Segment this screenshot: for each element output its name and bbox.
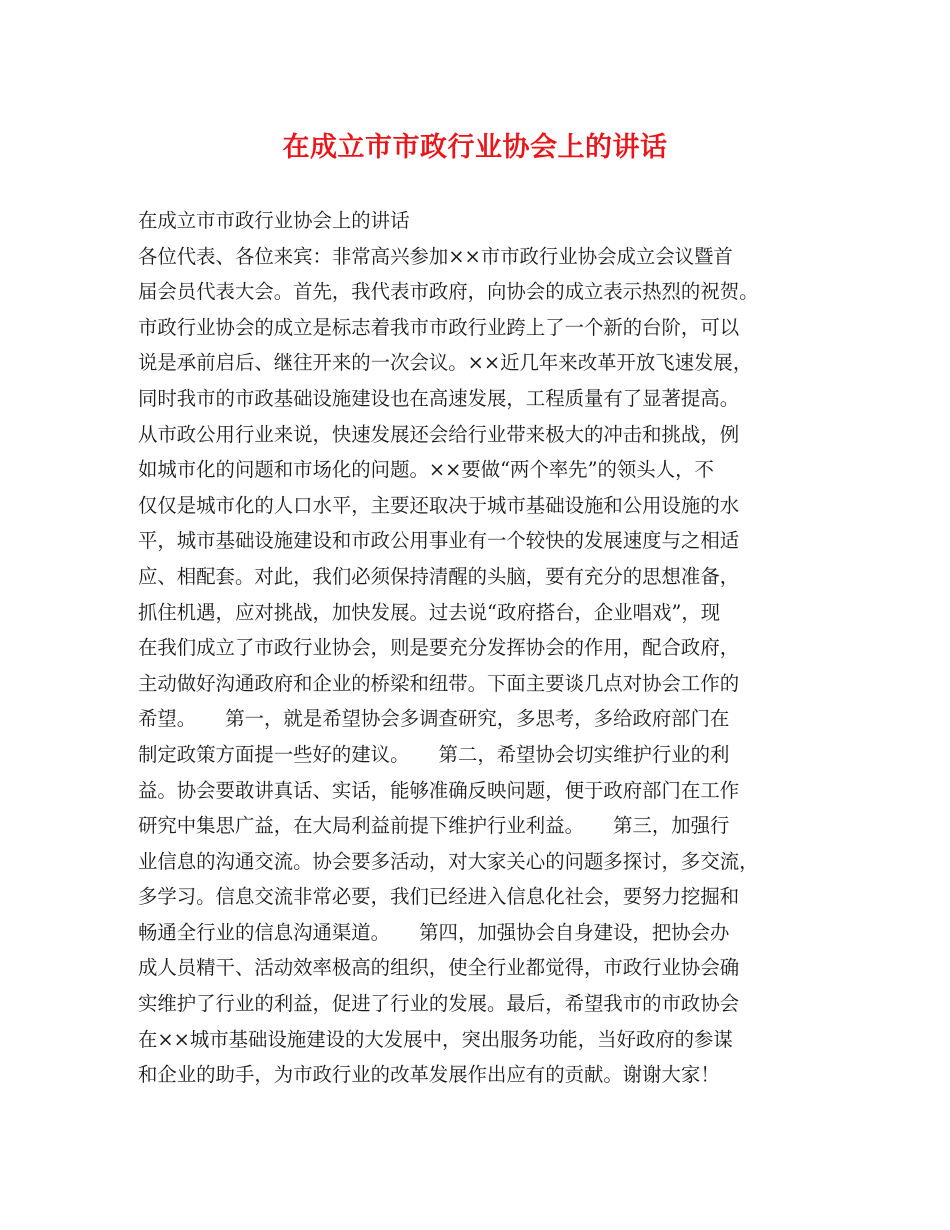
body-text-line: 各位代表、各位来宾：非常高兴参加××市市政行业协会成立会议暨首: [138, 244, 733, 268]
body-text-line: 益。协会要敢讲真话、实话，能够准确反映问题，便于政府部门在工作: [138, 778, 740, 802]
body-text-line: 市政行业协会的成立是标志着我市市政行业跨上了一个新的台阶，可以: [138, 315, 740, 339]
body-text-line: 制定政策方面提一些好的建议。 第二，希望协会切实维护行业的利: [138, 742, 730, 766]
body-text-line: 研究中集思广益，在大局利益前提下维护行业利益。 第三，加强行: [138, 814, 730, 838]
body-text-line: 抓住机遇，应对挑战，加快发展。过去说“政府搭台，企业唱戏”，现: [138, 600, 721, 624]
body-text-line: 应、相配套。对此，我们必须保持清醒的头脑，要有充分的思想准备，: [138, 564, 740, 588]
body-text-line: 和企业的助手，为市政行业的改革发展作出应有的贡献。谢谢大家！: [138, 1063, 720, 1087]
body-text-line: 在我们成立了市政行业协会，则是要充分发挥协会的作用，配合政府，: [138, 636, 740, 660]
body-text-line: 实维护了行业的利益，促进了行业的发展。最后，希望我市的市政协会: [138, 992, 740, 1016]
body-text-line: 平，城市基础设施建设和市政公用事业有一个较快的发展速度与之相适: [138, 529, 740, 553]
body-text-line: 畅通全行业的信息沟通渠道。 第四，加强协会自身建设，把协会办: [138, 920, 730, 944]
document-title: 在成立市市政行业协会上的讲话: [282, 132, 668, 163]
body-text-line: 届会员代表大会。首先，我代表市政府，向协会的成立表示热烈的祝贺。: [138, 280, 759, 304]
body-text-line: 从市政公用行业来说，快速发展还会给行业带来极大的冲击和挑战，例: [138, 422, 740, 446]
body-text-line: 仅仅是城市化的人口水平，主要还取决于城市基础设施和公用设施的水: [138, 493, 740, 517]
body-text-line: 业信息的沟通交流。协会要多活动，对大家关心的问题多探讨，多交流，: [138, 849, 759, 873]
body-text-line: 多学习。信息交流非常必要，我们已经进入信息化社会，要努力挖掘和: [138, 885, 740, 909]
body-text-line: 同时我市的市政基础设施建设也在高速发展，工程质量有了显著提高。: [138, 386, 740, 410]
body-text-line: 希望。 第一，就是希望协会多调查研究，多思考，多给政府部门在: [138, 707, 730, 731]
body-text-line: 如城市化的问题和市场化的问题。××要做“两个率先”的领头人，不: [138, 458, 714, 482]
body-text-line: 成人员精干、活动效率极高的组织，使全行业都觉得，市政行业协会确: [138, 956, 740, 980]
document-subtitle-line: 在成立市市政行业协会上的讲话: [138, 209, 410, 232]
body-text-line: 主动做好沟通政府和企业的桥梁和纽带。下面主要谈几点对协会工作的: [138, 671, 740, 695]
body-text-line: 在××城市基础设施建设的大发展中，突出服务功能，当好政府的参谋: [138, 1027, 733, 1051]
document-body: [138, 203, 828, 1093]
body-text-line: 说是承前启后、继往开来的一次会议。××近几年来改革开放飞速发展，: [138, 351, 753, 375]
